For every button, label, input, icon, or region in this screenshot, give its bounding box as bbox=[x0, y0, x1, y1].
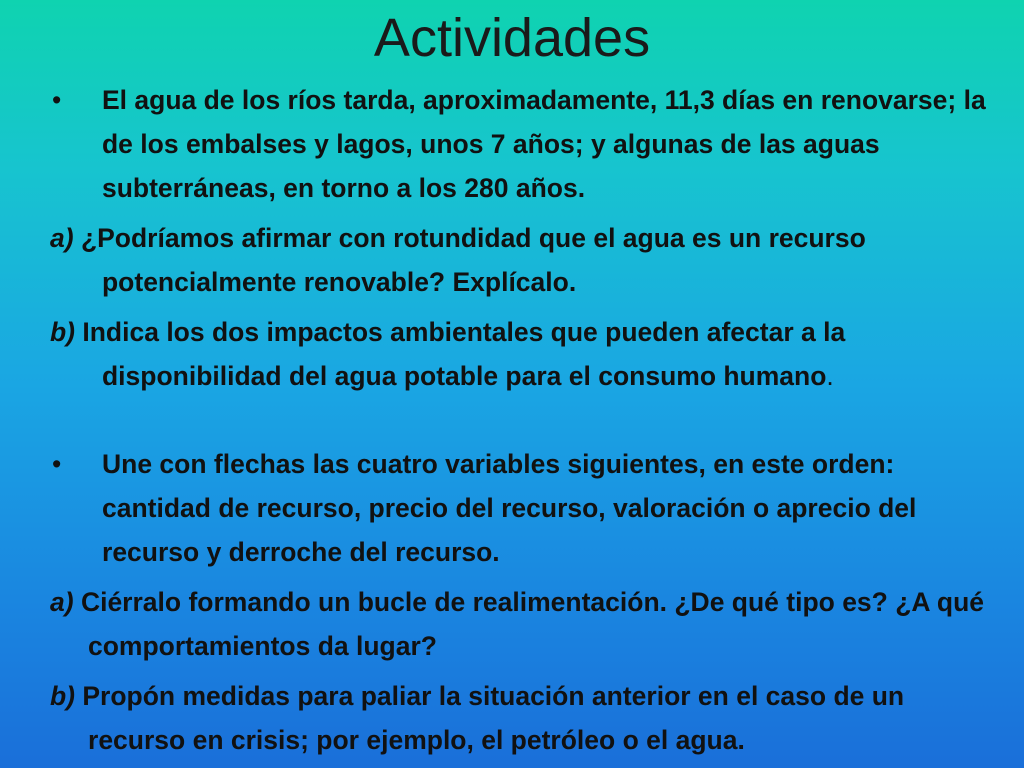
bullet-item-water-renewal bbox=[50, 78, 1002, 210]
question-end: . bbox=[826, 361, 834, 391]
question-label: b) bbox=[50, 681, 76, 711]
question-text: Ciérralo formando un bucle de realimentación. ¿De qué tipo es? ¿A qué comportamientos da lugar? bbox=[73, 587, 985, 661]
question-a-renewable bbox=[50, 216, 1002, 304]
question-text: Propón medidas para paliar la situación anterior en el caso de un recurso en crisis; por ejemplo, el petróleo o el agua. bbox=[75, 681, 905, 755]
question-text: ¿Podríamos afirmar con rotundidad que el agua es un recurso potencialmente renovable? Explícalo. bbox=[73, 223, 866, 297]
bullet-text: Une con flechas las cuatro variables siguientes, en este orden: cantidad de recurso, precio del recurso, valoración o aprecio del recurso y derroche del recurso. bbox=[102, 449, 917, 567]
question-text: Indica los dos impactos ambientales que pueden afectar a la disponibilidad del agua potable para el consumo humano bbox=[75, 317, 846, 391]
question-a-loop bbox=[50, 580, 1002, 668]
slide-title: Actividades bbox=[373, 8, 651, 68]
question-b-measures bbox=[50, 674, 1002, 762]
question-b-impacts bbox=[50, 310, 1002, 398]
slide-body bbox=[50, 78, 1002, 762]
question-label: a) bbox=[50, 223, 74, 253]
bullet-text: El agua de los ríos tarda, aproximadamente, 11,3 días en renovarse; la de los embalses y lagos, unos 7 años; y algunas de las aguas subterráneas, en torno a los 280 años. bbox=[102, 85, 986, 203]
bullet-item-variables bbox=[50, 442, 1002, 574]
bullet-icon: • bbox=[52, 449, 62, 479]
bullet-icon: • bbox=[52, 85, 62, 115]
question-label: a) bbox=[50, 587, 74, 617]
spacer bbox=[50, 398, 1002, 442]
question-label: b) bbox=[50, 317, 76, 347]
